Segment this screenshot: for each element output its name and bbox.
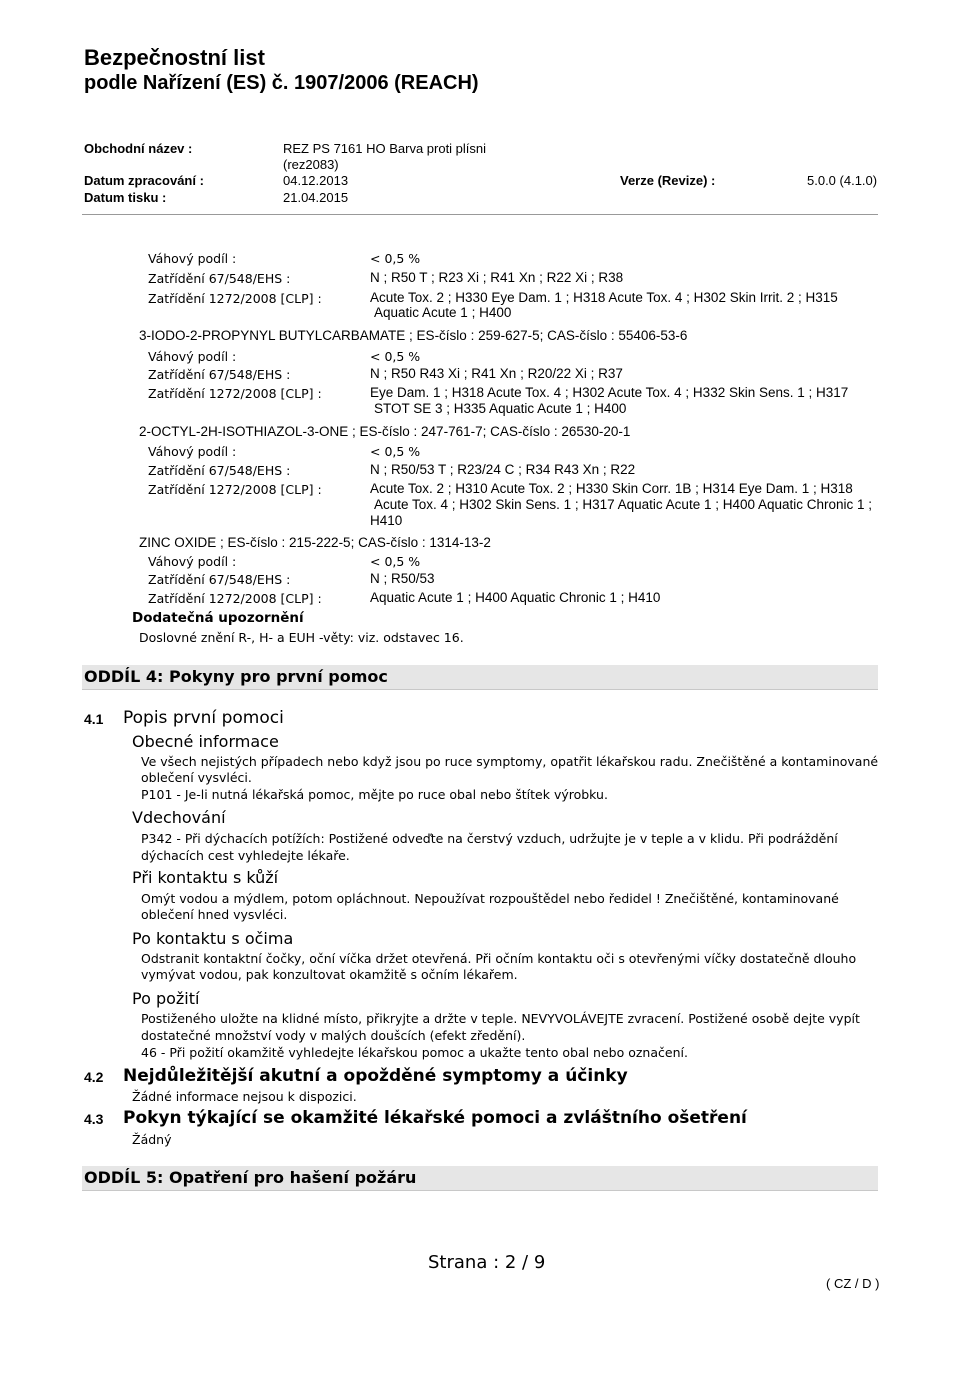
weight-value: < 0,5 % — [370, 444, 421, 459]
ehs-value: N ; R50 T ; R23 Xi ; R41 Xn ; R22 Xi ; R38 — [370, 270, 624, 285]
weight-value: < 0,5 % — [370, 251, 421, 266]
weight-label: Váhový podíl : — [148, 554, 237, 569]
medical-attention-text: Žádný — [132, 1132, 172, 1147]
weight-label: Váhový podíl : — [148, 444, 237, 459]
general-info-p101: P101 - Je-li nutná lékařská pomoc, mějte po ruce obal nebo štítek výrobku. — [141, 787, 608, 802]
version-value: 5.0.0 (4.1.0) — [807, 173, 878, 188]
ingestion-title: Po požití — [132, 989, 200, 1008]
clp-value: Acute Tox. 2 ; H330 Eye Dam. 1 ; H318 Acute Tox. 4 ; H302 Skin Irrit. 2 ; H315 — [370, 290, 838, 305]
subsection-number: 4.3 — [84, 1111, 104, 1127]
subsection-title: Pokyn týkající se okamžité lékařské pomoci a zvláštního ošetření — [123, 1108, 747, 1128]
general-info-text-cont: oblečení vysvléci. — [141, 770, 252, 785]
ehs-value: N ; R50/53 — [370, 571, 435, 586]
additional-notes-text: Doslovné znění R-, H- a EUH -věty: viz. odstavec 16. — [139, 630, 464, 645]
substance-heading: 2-OCTYL-2H-ISOTHIAZOL-3-ONE ; ES-číslo : 247-761-7; CAS-číslo : 26530-20-1 — [139, 424, 631, 439]
trade-name-label: Obchodní název : — [84, 141, 193, 156]
clp-value-cont: Acute Tox. 4 ; H302 Skin Sens. 1 ; H317 Aquatic Acute 1 ; H400 Aquatic Chronic 1 ; — [374, 497, 873, 512]
eye-contact-text-cont: vymývat vodou, pak konzultovat okamžitě s očním lékařem. — [141, 967, 518, 982]
section-5-header — [82, 1166, 878, 1191]
ehs-value: N ; R50/53 T ; R23/24 C ; R34 R43 Xn ; R22 — [370, 462, 636, 477]
skin-contact-title: Při kontaktu s kůží — [132, 868, 279, 887]
document-subtitle: podle Nařízení (ES) č. 1907/2006 (REACH) — [84, 72, 479, 94]
inhalation-text: P342 - Při dýchacích potížích: Postižené odveďte na čerstvý vzduch, udržujte je v teple a v klidu. Při podráždění — [141, 831, 838, 846]
additional-notes-title: Dodatečná upozornění — [132, 610, 304, 626]
print-date-value: 21.04.2015 — [283, 190, 349, 205]
subsection-number: 4.1 — [84, 711, 104, 727]
header-divider — [82, 214, 878, 215]
clp-label: Zatřídění 1272/2008 [CLP] : — [148, 482, 322, 497]
subsection-title: Nejdůležitější akutní a opožděné symptomy a účinky — [123, 1066, 628, 1086]
skin-contact-text: Omýt vodou a mýdlem, potom opláchnout. Nepoužívat rozpouštědel nebo ředidel ! Znečištěné, kontaminované — [141, 891, 839, 906]
substance-heading: 3-IODO-2-PROPYNYL BUTYLCARBAMATE ; ES-číslo : 259-627-5; CAS-číslo : 55406-53-6 — [139, 328, 688, 343]
ingestion-text-cont: dostatečné množství vody v malých doušcích (efekt zředění). — [141, 1028, 526, 1043]
symptoms-text: Žádné informace nejsou k dispozici. — [132, 1089, 357, 1104]
subsection-title: Popis první pomoci — [123, 708, 284, 728]
processing-date-value: 04.12.2013 — [283, 173, 349, 188]
general-info-title: Obecné informace — [132, 732, 279, 751]
ehs-label: Zatřídění 67/548/EHS : — [148, 271, 291, 286]
eye-contact-text: Odstranit kontaktní čočky, oční víčka držet otevřená. Při očním kontaktu oči s otevřenými víčky dostatečně dlouho — [141, 951, 857, 966]
ehs-label: Zatřídění 67/548/EHS : — [148, 572, 291, 587]
document-title: Bezpečnostní list — [84, 45, 265, 70]
general-info-text: Ve všech nejistých případech nebo když jsou po ruce symptomy, opatřit lékařskou radu. Znečištěné a kontaminované — [141, 754, 879, 769]
clp-value: Eye Dam. 1 ; H318 Acute Tox. 4 ; H302 Acute Tox. 4 ; H332 Skin Sens. 1 ; H317 — [370, 385, 849, 400]
clp-value-cont: STOT SE 3 ; H335 Aquatic Acute 1 ; H400 — [374, 401, 627, 416]
ehs-value: N ; R50 R43 Xi ; R41 Xn ; R20/22 Xi ; R37 — [370, 366, 623, 381]
ehs-label: Zatřídění 67/548/EHS : — [148, 367, 291, 382]
weight-value: < 0,5 % — [370, 349, 421, 364]
page-number: Strana : 2 / 9 — [428, 1252, 546, 1273]
clp-label: Zatřídění 1272/2008 [CLP] : — [148, 591, 322, 606]
inhalation-text-cont: dýchacích cest vyhledejte lékaře. — [141, 848, 350, 863]
inhalation-title: Vdechování — [132, 808, 226, 827]
clp-label: Zatřídění 1272/2008 [CLP] : — [148, 386, 322, 401]
section-4-header — [82, 665, 878, 690]
ingestion-text-46: 46 - Při požití okamžitě vyhledejte lékařskou pomoc a ukažte tento obal nebo označení. — [141, 1045, 688, 1060]
clp-value: Aquatic Acute 1 ; H400 Aquatic Chronic 1 ; H410 — [370, 590, 661, 605]
language-code: ( CZ / D ) — [826, 1276, 880, 1291]
substance-heading: ZINC OXIDE ; ES-číslo : 215-222-5; CAS-číslo : 1314-13-2 — [139, 535, 491, 550]
print-date-label: Datum tisku : — [84, 190, 167, 205]
version-label: Verze (Revize) : — [620, 173, 716, 188]
trade-name-value: REZ PS 7161 HO Barva proti plísni — [283, 141, 487, 156]
section-4-title: ODDÍL 4: Pokyny pro první pomoc — [84, 667, 388, 686]
subsection-number: 4.2 — [84, 1069, 104, 1085]
weight-label: Váhový podíl : — [148, 251, 237, 266]
weight-label: Váhový podíl : — [148, 349, 237, 364]
processing-date-label: Datum zpracování : — [84, 173, 204, 188]
ehs-label: Zatřídění 67/548/EHS : — [148, 463, 291, 478]
skin-contact-text-cont: oblečení hned vysvléci. — [141, 907, 288, 922]
clp-value-cont: Aquatic Acute 1 ; H400 — [374, 305, 512, 320]
clp-label: Zatřídění 1272/2008 [CLP] : — [148, 291, 322, 306]
clp-value-cont: H410 — [370, 513, 403, 528]
clp-value: Acute Tox. 2 ; H310 Acute Tox. 2 ; H330 Skin Corr. 1B ; H314 Eye Dam. 1 ; H318 — [370, 481, 853, 496]
ingestion-text: Postiženého uložte na klidné místo, přikryjte a držte v teple. NEVYVOLÁVEJTE zvracení. Postižené osobě dejte vypít — [141, 1011, 860, 1026]
section-5-title: ODDÍL 5: Opatření pro hašení požáru — [84, 1168, 417, 1187]
trade-name-code: (rez2083) — [283, 157, 339, 172]
weight-value: < 0,5 % — [370, 554, 421, 569]
eye-contact-title: Po kontaktu s očima — [132, 929, 294, 948]
